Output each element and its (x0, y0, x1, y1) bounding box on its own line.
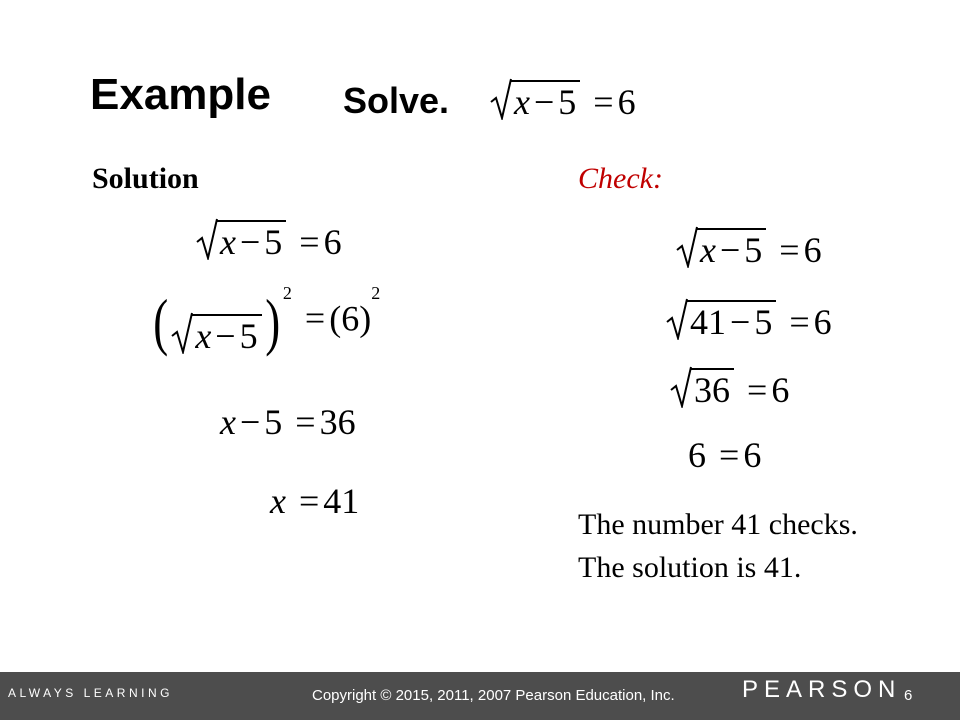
pearson-logo: PEARSON (742, 676, 902, 703)
check-heading: Check: (578, 162, 663, 195)
radical-sign: x − 5 (490, 78, 580, 120)
slide-title: Example (90, 70, 271, 119)
footer-copyright: Copyright © 2015, 2011, 2007 Pearson Education, Inc. (312, 687, 675, 704)
check-step-4: 6 = 6 (688, 435, 762, 475)
solution-step-2: ( x − 5 ) $^2 = (6)^2$ (153, 283, 381, 357)
conclusion-text: The number 41 checks. The solution is 41. (578, 508, 858, 584)
solution-step-3: x − 5 = 36 (220, 402, 356, 442)
title-equation: x − 5 = 6 (490, 78, 636, 120)
solution-step-4: x = 41 (270, 481, 360, 521)
footer-tagline: ALWAYS LEARNING (8, 686, 173, 700)
solve-prompt: Solve. (343, 80, 450, 121)
check-step-2: 41 − 5 = 6 (666, 298, 832, 340)
check-step-3: 36 = 6 (670, 366, 789, 408)
page-number: 6 (904, 687, 913, 704)
check-step-1: x − 5 = 6 (676, 226, 822, 268)
solution-step-1: x − 5 = 6 (196, 218, 342, 260)
solution-heading: Solution (92, 162, 199, 195)
